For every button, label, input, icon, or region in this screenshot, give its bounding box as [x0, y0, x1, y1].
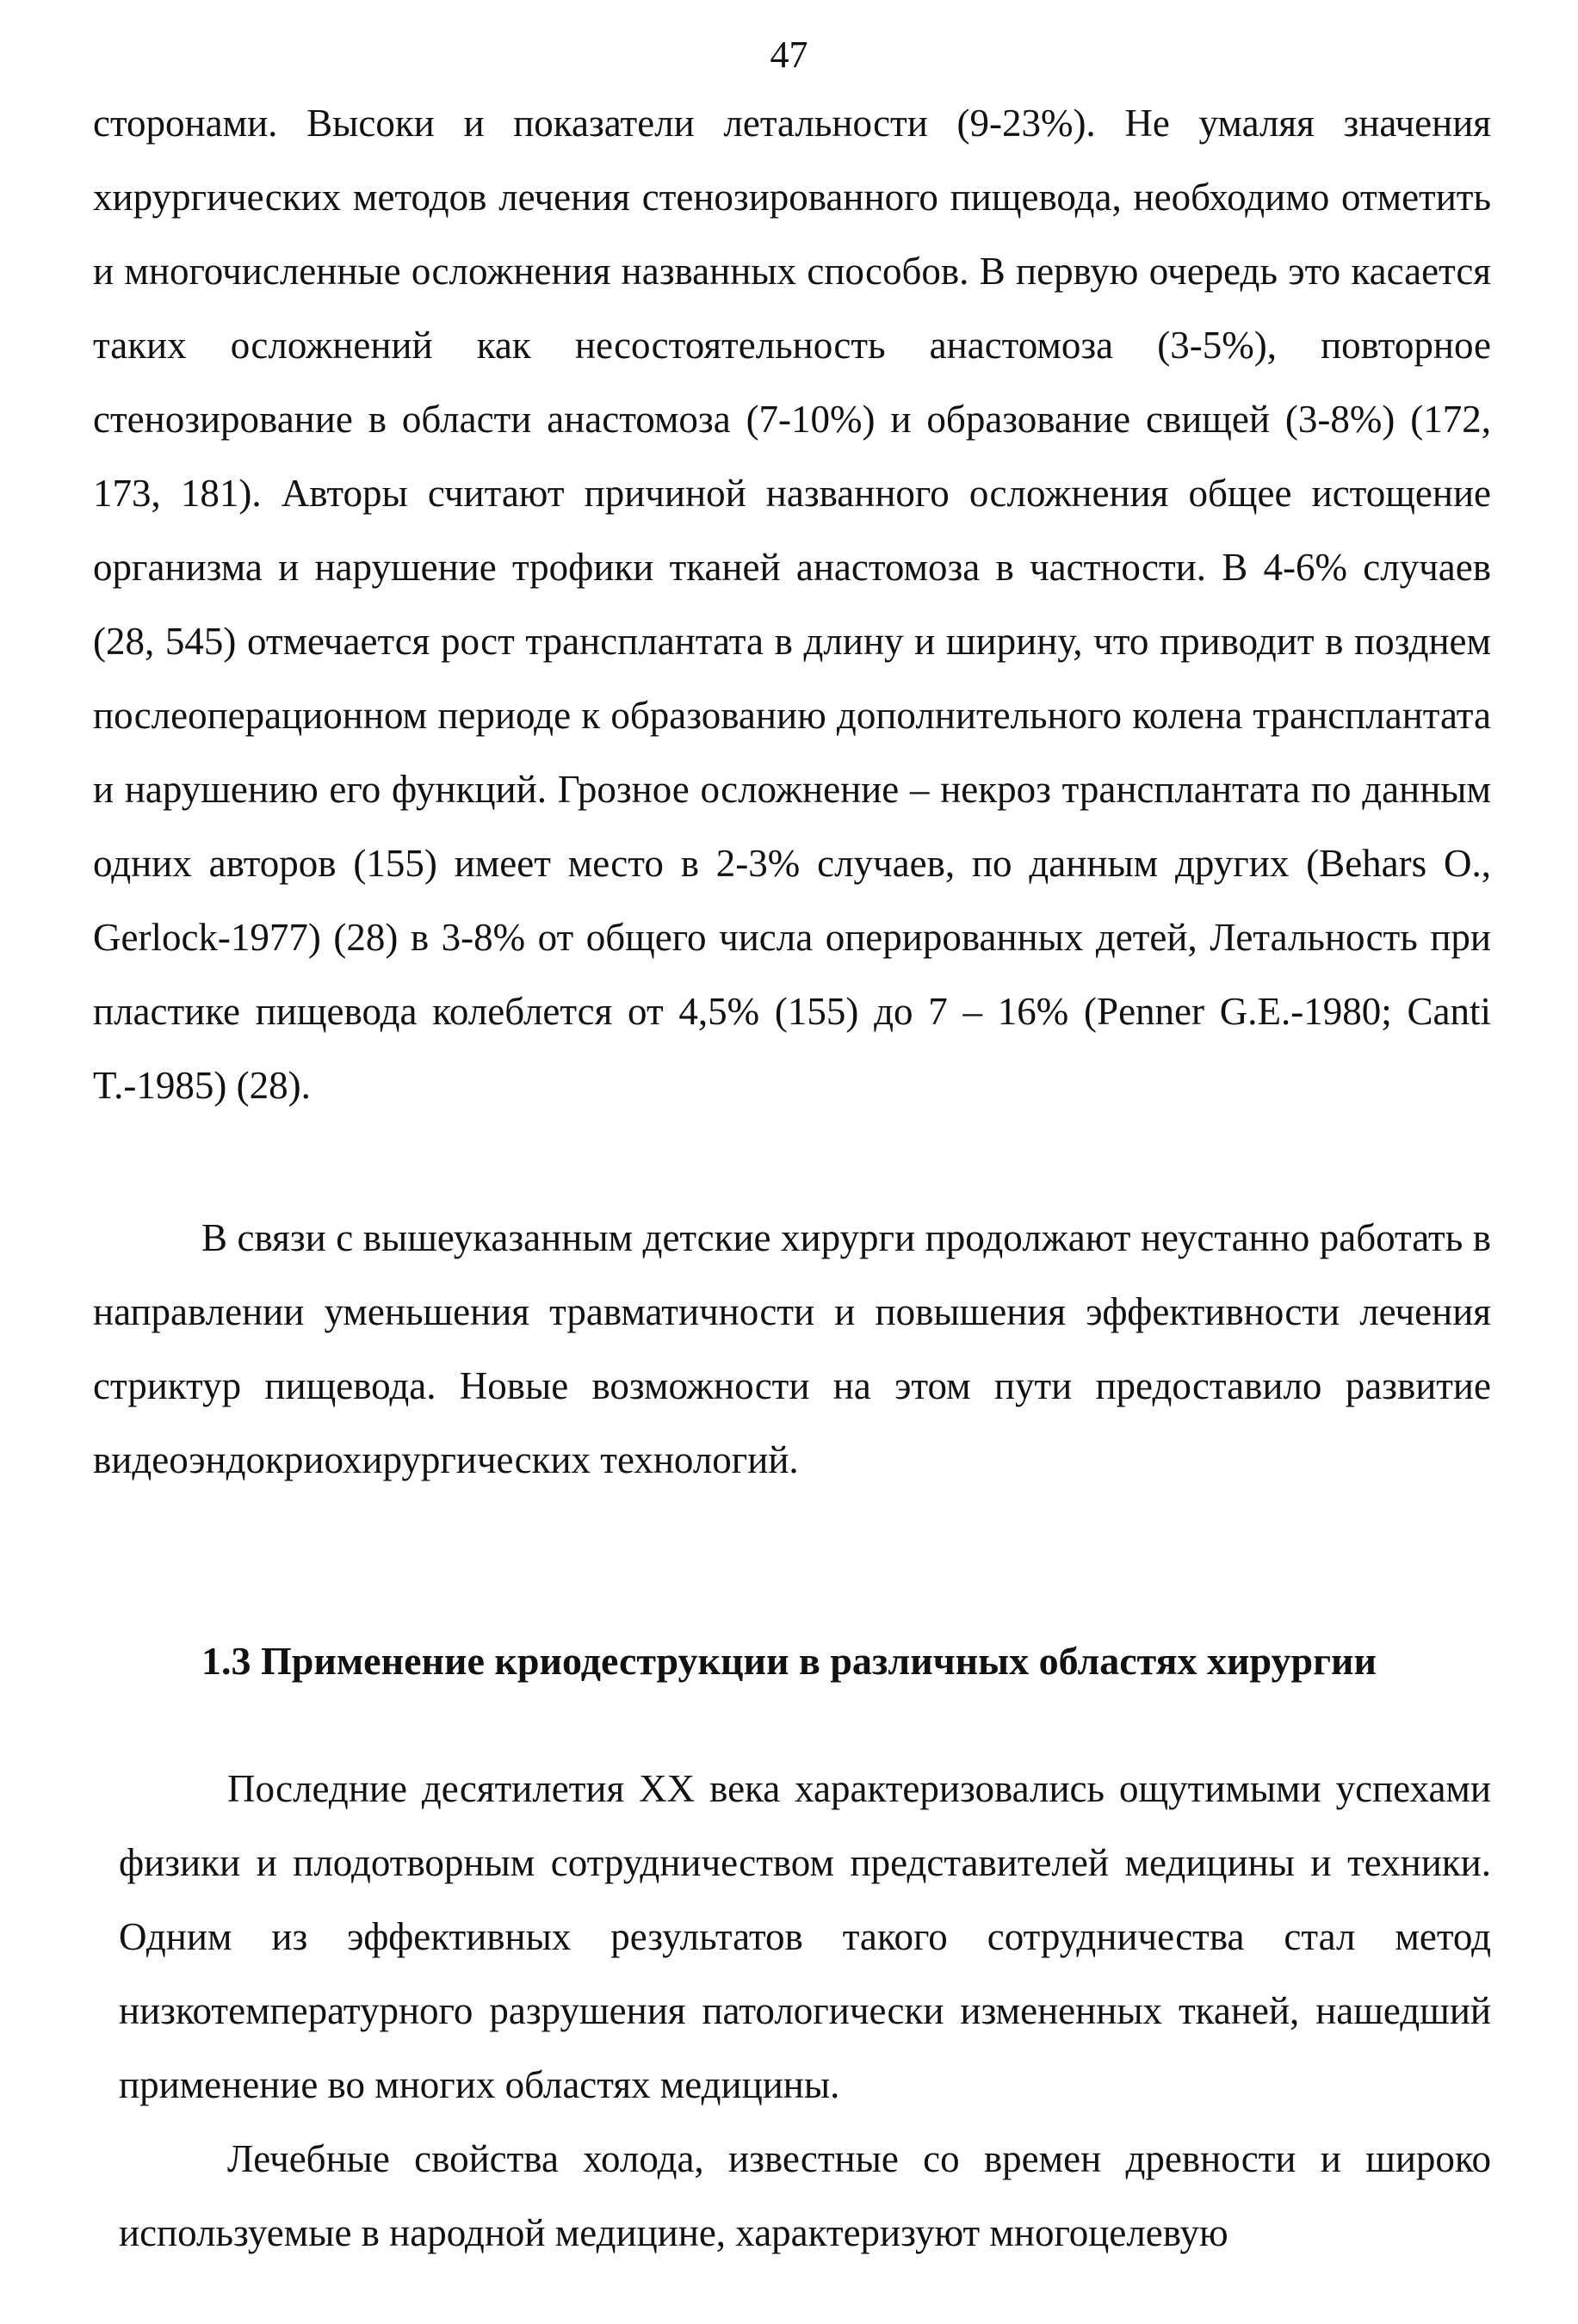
continuation-text-2 [93, 1201, 1491, 1497]
paragraph-new-possibilities: В связи с вышеуказанным детские хирурги продолжают неустанно работать в направлении уменьшения травматичности и повышения эффективности лечения стриктур пищевода. Новые возможности на этом пути предоставило развитие видеоэндокриохирургических технологий. [93, 1216, 1491, 1481]
section-body [119, 1752, 1491, 2270]
paragraph-complications: сторонами. Высоки и показатели летальности (9-23%). Не умаляя значения хирургических методов лечения стенозированного пищевода, необходимо отметить и многочисленные осложнения названных способов. В первую очередь это касается таких осложнений как несостоятельность анастомоза (3-5%), повторное стенозирование в области анастомоза (7-10%) и образование свищей (3-8%) (172, 173, 181). Авторы считают причиной названного осложнения общее истощение организма и нарушение трофики тканей анастомоза в частности. В 4-6% случаев (28, 545) отмечается рост трансплантата в длину и ширину, что приводит в позднем послеоперационном периоде к образованию дополнительного колена трансплантата и нарушению его функций. Грозное осложнение – некроз трансплантата по данным одних авторов (155) имеет место в 2-3% случаев, по данным других (Behars O., Gerlock-1977) (28) в 3-8% от общего числа оперированных детей, Летальность при пластике пищевода колеблется от 4,5% (155) до 7 – 16% (Penner G.E.-1980; Canti T.-1985) (28). [93, 102, 1491, 1107]
paragraph-cryo-intro: Последние десятилетия XX века характеризовались ощутимыми успехами физики и плодотворным сотрудничеством представителей медицины и техники. Одним из эффективных результатов такого сотрудничества стал метод низкотемпературного разрушения патологически измененных тканей, нашедший применение во многих областях медицины. [119, 1767, 1491, 2106]
paragraph-cold-properties: Лечебные свойства холода, известные со времен древности и широко используемые в народной медицине, характеризуют многоцелевую [119, 2137, 1491, 2254]
section-heading: 1.3 Применение криодеструкции в различных областях хирургии [201, 1639, 1377, 1683]
continuation-text [93, 86, 1491, 1122]
page-number: 47 [770, 34, 808, 76]
